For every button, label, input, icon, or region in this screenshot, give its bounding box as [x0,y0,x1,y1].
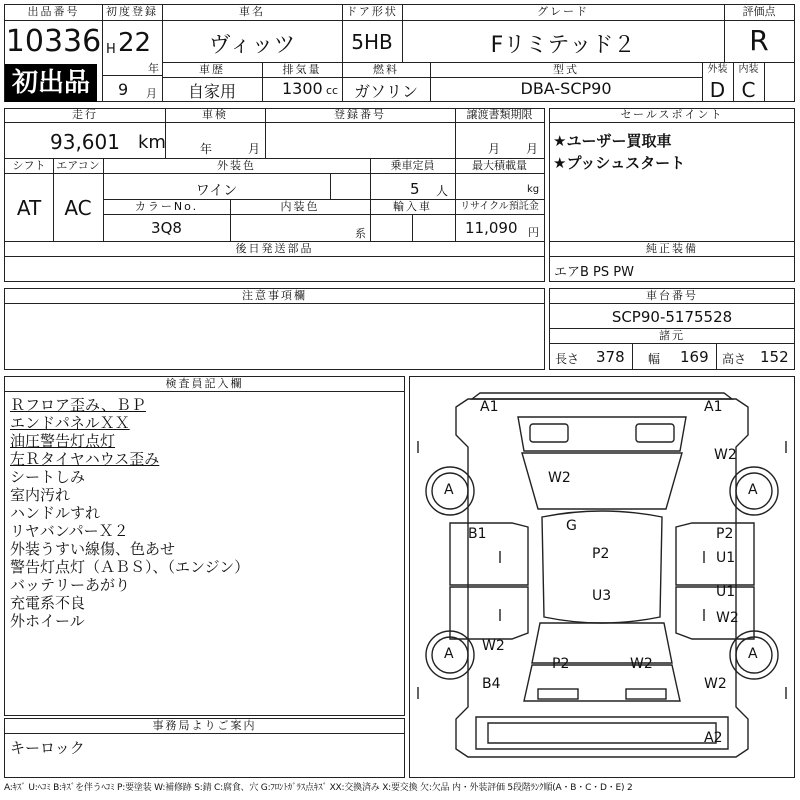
first-registration-label: 初度登録 [106,5,158,18]
shift: AT [16,196,42,220]
model-code: DBA-SCP90 [520,79,612,98]
sales-point-2: ★プッシュスタート [553,154,686,172]
color-no: 3Q8 [151,219,182,237]
chassis-number: SCP90-5175528 [611,308,733,326]
score-label: 評価点 [742,5,776,18]
width: 169 [680,348,709,366]
lot-number: 10336 [5,24,102,59]
color-no-label: カラーNo. [134,200,199,213]
model-code-label: 型式 [553,63,579,76]
sales-point-1: ★ユーザー買取車 [553,132,672,150]
mark-tire-rear-left: A [444,646,454,662]
lot-number-label: 出品番号 [27,5,80,18]
mark-right-rear-door-2: W2 [716,610,739,626]
legend: A:ｷｽﾞ U:ﾍｺﾐ B:ｷｽﾞを伴うﾍｺﾐ P:要塗装 W:補修跡 S:錆 C:腐食、穴 G:ﾌﾛﾝﾄｶﾞﾗｽ点ｷｽﾞ XX:交換済み X:要交換 欠:欠品 内・外装評価 5段階ﾗﾝｸ順(A・B・C・D・E) 2 [4,783,633,793]
displacement: 1300 [282,79,323,98]
mark-tire-front-left: A [444,482,454,498]
inspection-year-unit: 年 [200,142,213,156]
chassis-label: 車台番号 [646,289,698,302]
score: R [749,24,769,57]
car-name: ヴィッツ [208,33,296,58]
mark-left-rear-quarter: W2 [482,638,505,654]
mark-left-front-door: B1 [468,526,487,542]
equipment-label: 純正装備 [646,242,698,255]
left-rear-door [450,587,528,639]
import-label: 輸入車 [393,200,432,213]
aircon-label: エアコン [56,159,100,172]
inspector-entry: バッテリーあがり [10,576,131,594]
era-letter: H [106,42,116,57]
capacity-label: 乗車定員 [390,159,435,172]
notes-label: 注意事項欄 [242,289,307,302]
mark-hood-right: W2 [714,447,737,463]
mark-rear-left: B4 [482,676,501,692]
inspector-entry: シートしみ [10,468,86,486]
office-note: キーロック [10,739,85,757]
mark-trunk-right: W2 [630,656,653,672]
inspector-entry: エンドパネルＸＸ [10,414,130,432]
later-parts-label: 後日発送部品 [235,242,314,255]
rear-bumper [476,717,728,749]
mark-rear-bumper: A2 [704,730,723,746]
exterior-grade: D [709,78,726,102]
door-type-label: ドア形状 [346,5,398,18]
exterior-color-label: 外装色 [217,159,256,172]
specs-label: 諸元 [659,329,685,342]
registration-number-label: 登録番号 [334,108,386,121]
mark-roof-front: G [566,518,577,534]
equipment: エアB PS PW [554,265,634,280]
exterior-color: ワイン [195,183,238,199]
mark-roof-rear: U3 [592,588,612,604]
displacement-unit: cc [326,84,339,97]
transfer-day-unit: 月 [526,142,539,156]
interior-grade-label: 内装 [738,64,759,75]
inspector-entries [10,396,249,630]
history-label: 車歴 [199,63,225,76]
inspector-entry: 充電系不良 [10,594,86,612]
registration-year: 22 [118,28,152,58]
inspector-entry: 油圧警告灯点灯 [10,432,116,450]
inspection-label: 車検 [202,108,228,121]
max-load-label: 最大積載量 [472,159,527,172]
inspector-label: 検査員記入欄 [165,377,244,390]
mileage-label: 走行 [72,108,98,121]
transfer-deadline-label: 譲渡書類期限 [466,108,533,121]
car-name-label: 車名 [239,5,265,18]
grade: Fリミテッド２ [490,33,636,58]
recycle-unit: 円 [528,226,539,239]
inspector-entry: ハンドルすれ [10,504,101,522]
history: 自家用 [187,82,236,101]
trunk [524,665,680,701]
shift-label: シフト [12,159,46,172]
hood [518,417,686,451]
inspector-entry: 警告灯点灯（ＡＢＳ）、（エンジン） [10,558,250,576]
office-label: 事務局よりご案内 [152,719,257,732]
mark-front-right: A1 [704,399,723,415]
inspection-month-unit: 月 [248,142,261,156]
interior-color-label: 内装色 [280,200,320,213]
mark-rear-right: W2 [704,676,727,692]
left-front-door [450,523,528,585]
inspector-entry: 外装うすい線傷、色あせ [10,540,176,558]
transfer-month-unit: 月 [488,142,501,156]
recycle-label: リサイクル預託金 [460,201,539,212]
registration-month: 9 [118,80,129,99]
right-rear-door [676,587,754,639]
height: 152 [760,348,789,366]
inspector-entry: リヤバンパーＸ２ [10,522,129,540]
capacity: 5 [410,180,420,198]
aircon: AC [64,196,92,220]
height-label: 高さ [722,352,747,366]
capacity-unit: 人 [436,184,449,198]
max-load-unit: kg [527,184,540,195]
inspector-entry: 外ホイール [10,612,85,630]
length-label: 長さ [555,352,580,366]
mark-right-front-door-2: U1 [716,550,736,566]
mark-trunk-left: P2 [552,656,570,672]
grade-label: グレード [537,5,589,18]
mark-right-rear-door: U1 [716,584,736,600]
fuel-label: 燃料 [373,63,399,76]
month-unit: 月 [146,87,157,100]
displacement-label: 排気量 [282,63,322,76]
length: 378 [596,348,625,366]
year-unit: 年 [148,62,159,75]
mark-windshield: W2 [548,470,571,486]
sales-points-label: セールスポイント [620,108,724,121]
mark-tire-front-right: A [748,482,758,498]
windshield [522,453,682,509]
inspector-entry: 左Ｒタイヤハウス歪み [10,450,160,468]
door-type: 5HB [351,30,393,54]
recycle-fee: 11,090 [465,219,518,237]
interior-color-unit: 系 [355,227,366,240]
inspector-entry: Ｒフロア歪み、ＢＰ [10,396,146,414]
interior-grade: C [741,78,756,102]
mark-tire-rear-right: A [748,646,758,662]
car-diagram [410,377,794,777]
front-bumper [472,393,732,399]
fuel: ガソリン [353,82,418,101]
mileage-unit: km [138,132,166,153]
mark-front-left: A1 [480,399,499,415]
roof [542,511,662,623]
exterior-grade-label: 外装 [707,64,728,75]
mileage: 93,601 [50,130,120,154]
width-label: 幅 [648,352,661,366]
mark-right-front-door: P2 [716,526,734,542]
first-listing-badge: 初出品 [5,64,97,102]
right-front-door [676,523,754,585]
mark-roof-mid: P2 [592,546,610,562]
inspector-entry: 室内汚れ [10,486,71,504]
